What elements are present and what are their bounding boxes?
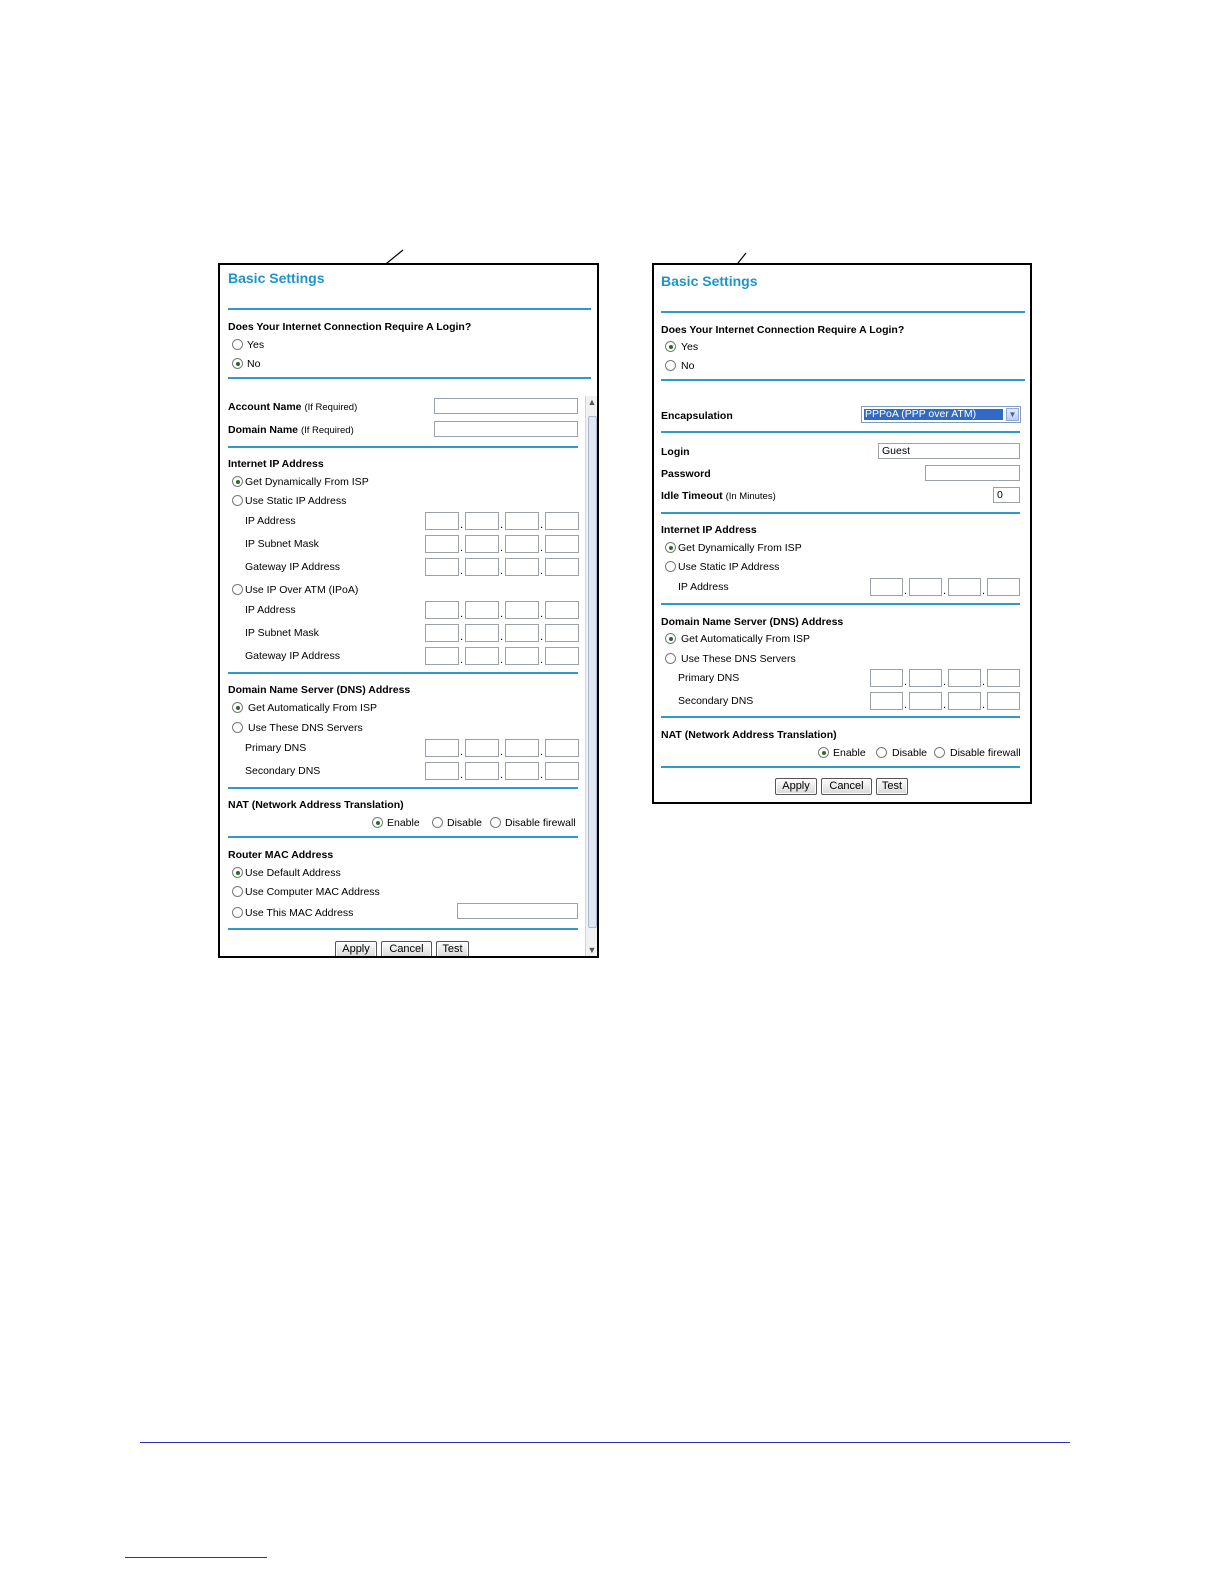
ip-octet-input[interactable] — [505, 762, 539, 780]
primary-dns-label: Primary DNS — [678, 672, 740, 684]
divider — [661, 766, 1020, 768]
scrollbar[interactable] — [585, 396, 598, 956]
divider — [228, 377, 591, 379]
ip-octet-input[interactable] — [425, 535, 459, 553]
login-yes-radio[interactable] — [665, 341, 676, 352]
mac-computer-radio[interactable] — [232, 886, 243, 897]
ip-octet-input[interactable] — [505, 558, 539, 576]
footer-short-rule — [125, 1557, 267, 1558]
ip-octet-input[interactable] — [465, 739, 499, 757]
dns-auto-radio[interactable] — [232, 702, 243, 713]
domain-name-input[interactable] — [434, 421, 578, 437]
ip-octet-input[interactable] — [545, 601, 579, 619]
ip-octet-separator: . — [540, 519, 544, 531]
ip-octet-separator: . — [500, 631, 504, 643]
dns-heading: Domain Name Server (DNS) Address — [661, 616, 844, 628]
nat-disable-label: Disable — [892, 747, 928, 759]
ip-octet-separator: . — [500, 746, 504, 758]
nat-disable-firewall-label: Disable firewall — [950, 747, 1021, 759]
basic-settings-panel-no-login — [218, 263, 599, 958]
ip-dynamic-radio[interactable] — [232, 476, 243, 487]
ip-octet-separator: . — [460, 565, 464, 577]
domain-name-label: Domain Name — [228, 424, 299, 436]
ip-octet-input[interactable] — [505, 624, 539, 642]
nat-enable-radio[interactable] — [372, 817, 383, 828]
ip-static-label: Use Static IP Address — [245, 495, 347, 507]
ip-octet-input[interactable] — [545, 739, 579, 757]
idle-timeout-input[interactable]: 0 — [993, 487, 1020, 503]
divider — [661, 431, 1020, 433]
ip-octet-separator: . — [500, 769, 504, 781]
scroll-down-icon[interactable]: ▼ — [587, 945, 597, 955]
ip-octet-input[interactable] — [505, 601, 539, 619]
ip-octet-input[interactable] — [545, 647, 579, 665]
scroll-thumb[interactable] — [588, 416, 597, 928]
page-title: Basic Settings — [228, 270, 325, 286]
ip-octet-input[interactable] — [425, 739, 459, 757]
internet-ip-heading: Internet IP Address — [661, 524, 757, 536]
login-yes-radio[interactable] — [232, 339, 243, 350]
encapsulation-label: Encapsulation — [661, 410, 733, 422]
apply-button[interactable]: Apply — [775, 778, 817, 795]
ip-octet-input[interactable] — [909, 578, 942, 596]
login-question: Does Your Internet Connection Require A Login? — [661, 324, 905, 336]
ip-octet-input[interactable] — [909, 692, 942, 710]
password-input[interactable] — [925, 465, 1020, 481]
ip-octet-separator: . — [500, 608, 504, 620]
mac-heading: Router MAC Address — [228, 849, 334, 861]
ip-octet-input[interactable] — [425, 558, 459, 576]
ipoa-subnet-label: IP Subnet Mask — [245, 627, 319, 639]
ip-octet-separator: . — [540, 565, 544, 577]
ip-octet-input[interactable] — [425, 512, 459, 530]
ip-octet-separator: . — [500, 519, 504, 531]
nat-heading: NAT (Network Address Translation) — [228, 799, 404, 811]
mac-computer-label: Use Computer MAC Address — [245, 886, 380, 898]
secondary-dns-label: Secondary DNS — [678, 695, 754, 707]
ipoa-gateway-label: Gateway IP Address — [245, 650, 340, 662]
login-no-label: No — [681, 360, 695, 372]
test-button[interactable]: Test — [436, 941, 469, 958]
apply-button[interactable]: Apply — [335, 941, 377, 958]
ip-octet-input[interactable] — [948, 578, 981, 596]
ip-static-radio[interactable] — [232, 495, 243, 506]
encapsulation-select[interactable] — [861, 406, 1021, 423]
ip-octet-separator: . — [904, 585, 908, 597]
ip-octet-input[interactable] — [545, 558, 579, 576]
basic-settings-panel-login — [652, 263, 1032, 804]
ip-octet-input[interactable] — [505, 647, 539, 665]
ip-octet-separator: . — [460, 608, 464, 620]
ip-octet-separator: . — [904, 699, 908, 711]
dns-manual-radio[interactable] — [232, 722, 243, 733]
ip-octet-separator: . — [540, 654, 544, 666]
primary-dns-label: Primary DNS — [245, 742, 307, 754]
ip-octet-separator: . — [943, 699, 947, 711]
ip-octet-input[interactable] — [465, 535, 499, 553]
cancel-button[interactable]: Cancel — [381, 941, 432, 958]
chevron-down-icon[interactable]: ▼ — [1006, 408, 1019, 421]
nat-enable-label: Enable — [387, 817, 420, 829]
ip-static-label: Use Static IP Address — [678, 561, 780, 573]
mac-default-label: Use Default Address — [245, 867, 341, 879]
nat-disable-radio[interactable] — [876, 747, 887, 758]
ip-octet-separator: . — [943, 585, 947, 597]
account-name-label: Account Name — [228, 401, 302, 413]
ip-octet-separator: . — [460, 746, 464, 758]
ip-dynamic-label: Get Dynamically From ISP — [245, 476, 369, 488]
ip-octet-input[interactable] — [465, 624, 499, 642]
login-question: Does Your Internet Connection Require A Login? — [228, 321, 472, 333]
dns-manual-label: Use These DNS Servers — [681, 653, 796, 665]
ipoa-ip-address-label: IP Address — [245, 604, 296, 616]
ip-octet-input[interactable] — [465, 647, 499, 665]
divider — [661, 512, 1020, 514]
nat-disable-radio[interactable] — [432, 817, 443, 828]
account-name-input[interactable] — [434, 398, 578, 414]
login-yes-label: Yes — [681, 341, 699, 353]
divider — [228, 836, 578, 838]
ip-octet-input[interactable] — [465, 512, 499, 530]
ip-octet-input[interactable] — [505, 739, 539, 757]
nat-disable-firewall-radio[interactable] — [934, 747, 945, 758]
nat-enable-label: Enable — [833, 747, 866, 759]
ip-octet-input[interactable] — [545, 535, 579, 553]
ip-octet-input[interactable] — [425, 762, 459, 780]
login-label: Login — [661, 446, 690, 458]
divider — [661, 379, 1025, 381]
login-yes-label: Yes — [247, 339, 265, 351]
ip-octet-separator: . — [943, 676, 947, 688]
ip-octet-separator: . — [904, 676, 908, 688]
ip-octet-separator: . — [540, 608, 544, 620]
ip-octet-input[interactable] — [425, 647, 459, 665]
ipoa-label: Use IP Over ATM (IPoA) — [245, 584, 359, 596]
scroll-up-icon[interactable]: ▲ — [587, 397, 597, 407]
divider — [228, 308, 591, 310]
ip-octet-input[interactable] — [870, 578, 903, 596]
ip-octet-input[interactable] — [465, 558, 499, 576]
static-gateway-label: Gateway IP Address — [245, 561, 340, 573]
nat-disable-label: Disable — [447, 817, 483, 829]
test-button[interactable]: Test — [876, 778, 908, 795]
ip-octet-separator: . — [540, 769, 544, 781]
ip-octet-input[interactable] — [870, 692, 903, 710]
ip-octet-separator: . — [460, 542, 464, 554]
ip-octet-input[interactable] — [505, 535, 539, 553]
mac-custom-radio[interactable] — [232, 907, 243, 918]
divider — [661, 311, 1025, 313]
divider — [228, 446, 578, 448]
ipoa-radio[interactable] — [232, 584, 243, 595]
encapsulation-value: PPPoA (PPP over ATM) — [864, 409, 1003, 420]
ip-octet-separator: . — [460, 519, 464, 531]
if-required-note: (If Required) — [300, 425, 354, 436]
ip-octet-separator: . — [982, 699, 986, 711]
ip-octet-input[interactable] — [909, 669, 942, 687]
internet-ip-heading: Internet IP Address — [228, 458, 324, 470]
ip-octet-separator: . — [500, 654, 504, 666]
mac-address-input[interactable] — [457, 903, 578, 919]
divider — [228, 928, 578, 930]
divider — [661, 716, 1020, 718]
ip-octet-separator: . — [540, 631, 544, 643]
ip-octet-separator: . — [460, 631, 464, 643]
login-input[interactable]: Guest — [878, 443, 1020, 459]
nat-enable-radio[interactable] — [818, 747, 829, 758]
ip-octet-input[interactable] — [465, 762, 499, 780]
ip-octet-separator: . — [540, 542, 544, 554]
login-no-radio[interactable] — [665, 360, 676, 371]
ip-octet-separator: . — [540, 746, 544, 758]
ip-octet-input[interactable] — [948, 669, 981, 687]
ip-octet-input[interactable] — [545, 762, 579, 780]
ip-octet-separator: . — [982, 676, 986, 688]
ip-octet-input[interactable] — [987, 692, 1020, 710]
ip-static-radio[interactable] — [665, 561, 676, 572]
login-no-label: No — [247, 358, 261, 370]
page-title: Basic Settings — [661, 273, 758, 289]
login-no-radio[interactable] — [232, 358, 243, 369]
ip-octet-input[interactable] — [505, 512, 539, 530]
ip-octet-separator: . — [500, 565, 504, 577]
ip-octet-separator: . — [500, 542, 504, 554]
cancel-button[interactable]: Cancel — [821, 778, 872, 795]
ip-octet-input[interactable] — [545, 512, 579, 530]
dns-auto-radio[interactable] — [665, 633, 676, 644]
ip-octet-input[interactable] — [465, 601, 499, 619]
mac-default-radio[interactable] — [232, 867, 243, 878]
nat-heading: NAT (Network Address Translation) — [661, 729, 837, 741]
ip-dynamic-radio[interactable] — [665, 542, 676, 553]
ip-octet-input[interactable] — [987, 578, 1020, 596]
nat-disable-firewall-label: Disable firewall — [505, 817, 576, 829]
ip-octet-input[interactable] — [545, 624, 579, 642]
ip-octet-separator: . — [460, 654, 464, 666]
dns-manual-label: Use These DNS Servers — [248, 722, 363, 734]
mac-custom-label: Use This MAC Address — [245, 907, 354, 919]
secondary-dns-label: Secondary DNS — [245, 765, 321, 777]
ip-octet-input[interactable] — [425, 601, 459, 619]
divider — [228, 672, 578, 674]
static-ip-address-label: IP Address — [678, 581, 729, 593]
static-ip-address-label: IP Address — [245, 515, 296, 527]
dns-manual-radio[interactable] — [665, 653, 676, 664]
password-label: Password — [661, 468, 711, 480]
ip-octet-separator: . — [460, 769, 464, 781]
static-subnet-label: IP Subnet Mask — [245, 538, 319, 550]
ip-dynamic-label: Get Dynamically From ISP — [678, 542, 802, 554]
ip-octet-input[interactable] — [948, 692, 981, 710]
in-minutes-note: (In Minutes) — [725, 491, 776, 502]
divider — [661, 603, 1020, 605]
divider — [228, 787, 578, 789]
footer-rule — [140, 1442, 1070, 1443]
ip-octet-input[interactable] — [870, 669, 903, 687]
dns-heading: Domain Name Server (DNS) Address — [228, 684, 411, 696]
dns-auto-label: Get Automatically From ISP — [248, 702, 377, 714]
if-required-note: (If Required) — [304, 402, 358, 413]
dns-auto-label: Get Automatically From ISP — [681, 633, 810, 645]
nat-disable-firewall-radio[interactable] — [490, 817, 501, 828]
idle-timeout-label: Idle Timeout — [661, 490, 723, 502]
ip-octet-input[interactable] — [987, 669, 1020, 687]
ip-octet-input[interactable] — [425, 624, 459, 642]
ip-octet-separator: . — [982, 585, 986, 597]
